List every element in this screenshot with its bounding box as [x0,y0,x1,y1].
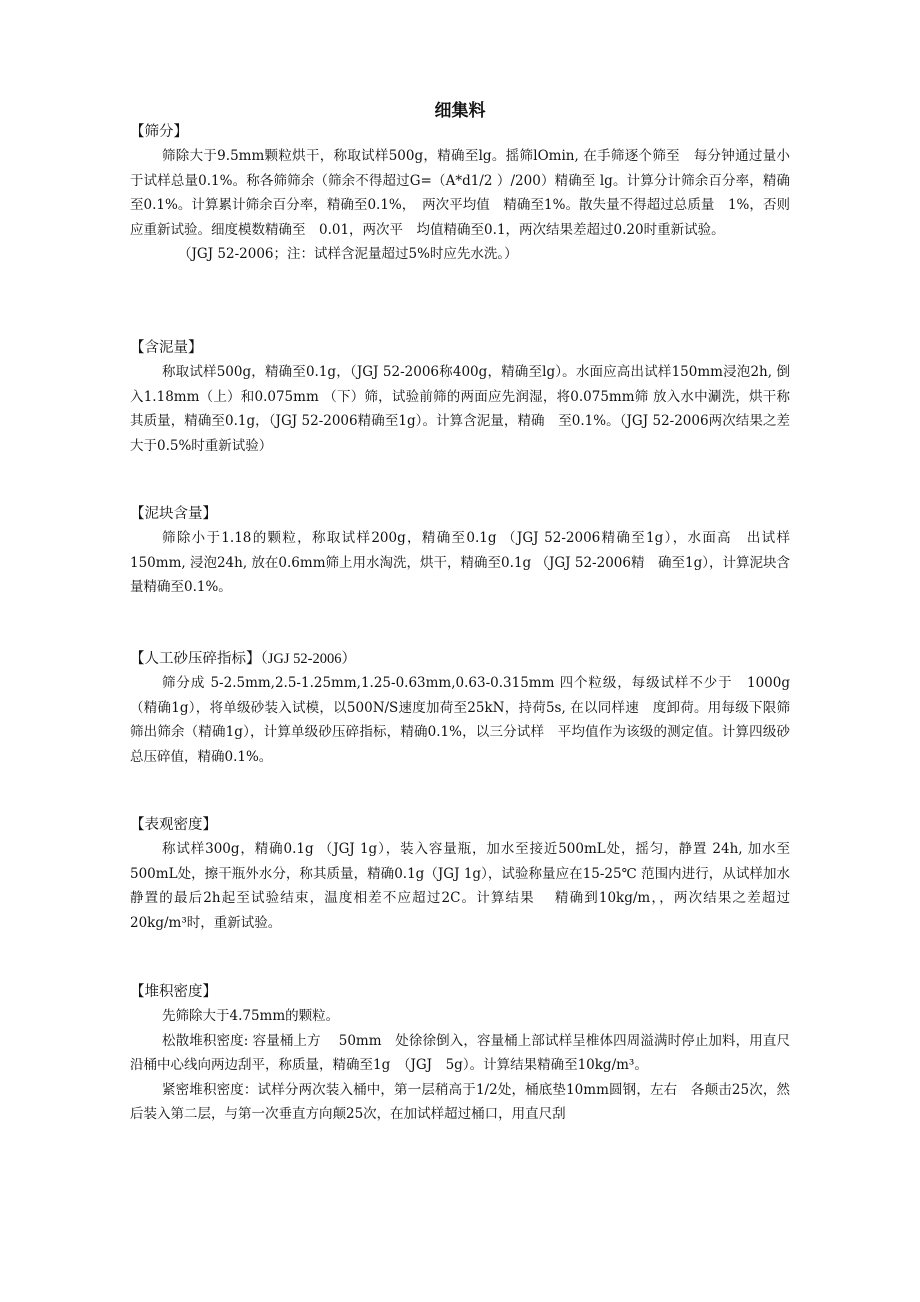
section-bulk-density [130,980,790,1127]
section-paragraph: 筛分成 5-2.5mm,2.5-1.25mm,1.25-0.63mm,0.63-0.315mm 四个粒级，每级试样不少于 1000g（精确1g），将单级砂装入试模，以500N/S速度加荷至25kN，持荷5s, 在以同样速 度卸荷。用每级下限筛筛出筛余（精确1g），计算单级砂压碎指标，精确0.1%，以三分试样 平均值作为该级的测定值。计算四级砂总压碎值，精确0.1%。 [130,675,790,765]
section-mud-content [130,336,790,458]
section-paragraph: 筛除大于9.5mm颗粒烘干，称取试样500g，精确至lg。摇筛lOmin, 在手筛逐个筛至 每分钟通过量小于试样总量0.1%。称各筛筛余（筛余不得超过G=（A*d1/2 ）/200）精确至 lg。计算分计筛余百分率，精确至0.1%。计算累计筛余百分率，精确至0.1%， 两次平均值 精确至1%。散失量不得超过总质量 1%，否则应重新试验。细度模数精确至 0.01，两次平 均值精确至0.1，两次结果差超过0.20时重新试验。 [130,148,790,238]
section-heading: 【泥块含量】 [130,506,217,522]
section-heading: 【筛分】 [130,124,188,140]
section-paragraph: 先筛除大于4.75mm的颗粒。 [162,1008,340,1024]
section-clay-lump-content [130,502,790,600]
section-heading: 【含泥量】 [130,340,203,356]
section-heading-reference: （JGJ 52-2006） [260,651,356,667]
section-sieve-analysis [130,120,790,266]
section-heading: 【表观密度】 [130,817,217,833]
page-title: 细集料 [434,101,486,121]
section-paragraph: 称试样300g，精确0.1g （JGJ 1g），装入容量瓶，加水至接近500mL处，摇匀，静置 24h, 加水至500mL处，擦干瓶外水分，称其质量，精确0.1g（JGJ 1g），试验称量应在15-25℃ 范围内进行，从试样加水静置的最后2h起至试验结束，温度相差不应超过2C。计算结果 精确到10kg/m，，两次结果之差超过20kg/m³时，重新试验。 [130,841,790,931]
section-paragraph: 紧密堆积密度：试样分两次装入桶中，第一层稍高于1/2处，桶底垫10mm圆钢，左右 各颠击25次，然后装入第二层，与第一次垂直方向颠25次，在加试样超过桶口，用直尺刮 [130,1081,790,1122]
section-paragraph: 筛除小于1.18的颗粒，称取试样200g，精确至0.1g （JGJ 52-2006精确至1g），水面高 出试样150mm, 浸泡24h, 放在0.6mm筛上用水淘洗，烘干，精确至0.1g （JGJ 52-2006精 确至1g），计算泥块含量精确至0.1%。 [130,530,790,595]
section-paragraph: 称取试样500g，精确至0.1g，（JGJ 52-2006称400g，精确至lg）。水面应高出试样150mm浸泡2h, 倒入1.18mm（上）和0.075mm （下）筛，试验前筛的两面应先润湿，将0.075mm筛 放入水中涮洗，烘干称其质量，精确至0.1g，（JGJ 52-2006精确至1g）。计算含泥量，精确 至0.1%。（JGJ 52-2006两次结果之差大于0.5%时重新试验） [130,364,790,454]
section-heading: 【人工砂压碎指标】 [130,651,261,667]
section-heading-row [130,647,790,671]
section-apparent-density [130,813,790,935]
section-heading: 【堆积密度】 [130,984,217,1000]
section-note: （JGJ 52-2006；注：试样含泥量超过5%时应先水洗。） [178,246,518,262]
section-paragraph: 松散堆积密度: 容量桶上方 50mm 处徐徐倒入，容量桶上部试样呈椎体四周溢满时停止加料，用直尺沿桶中心线向两边刮平，称质量，精确至1g （JGJ 5g）。计算结果精确至10kg/m³。 [130,1032,790,1073]
section-crushing-index [130,647,790,769]
